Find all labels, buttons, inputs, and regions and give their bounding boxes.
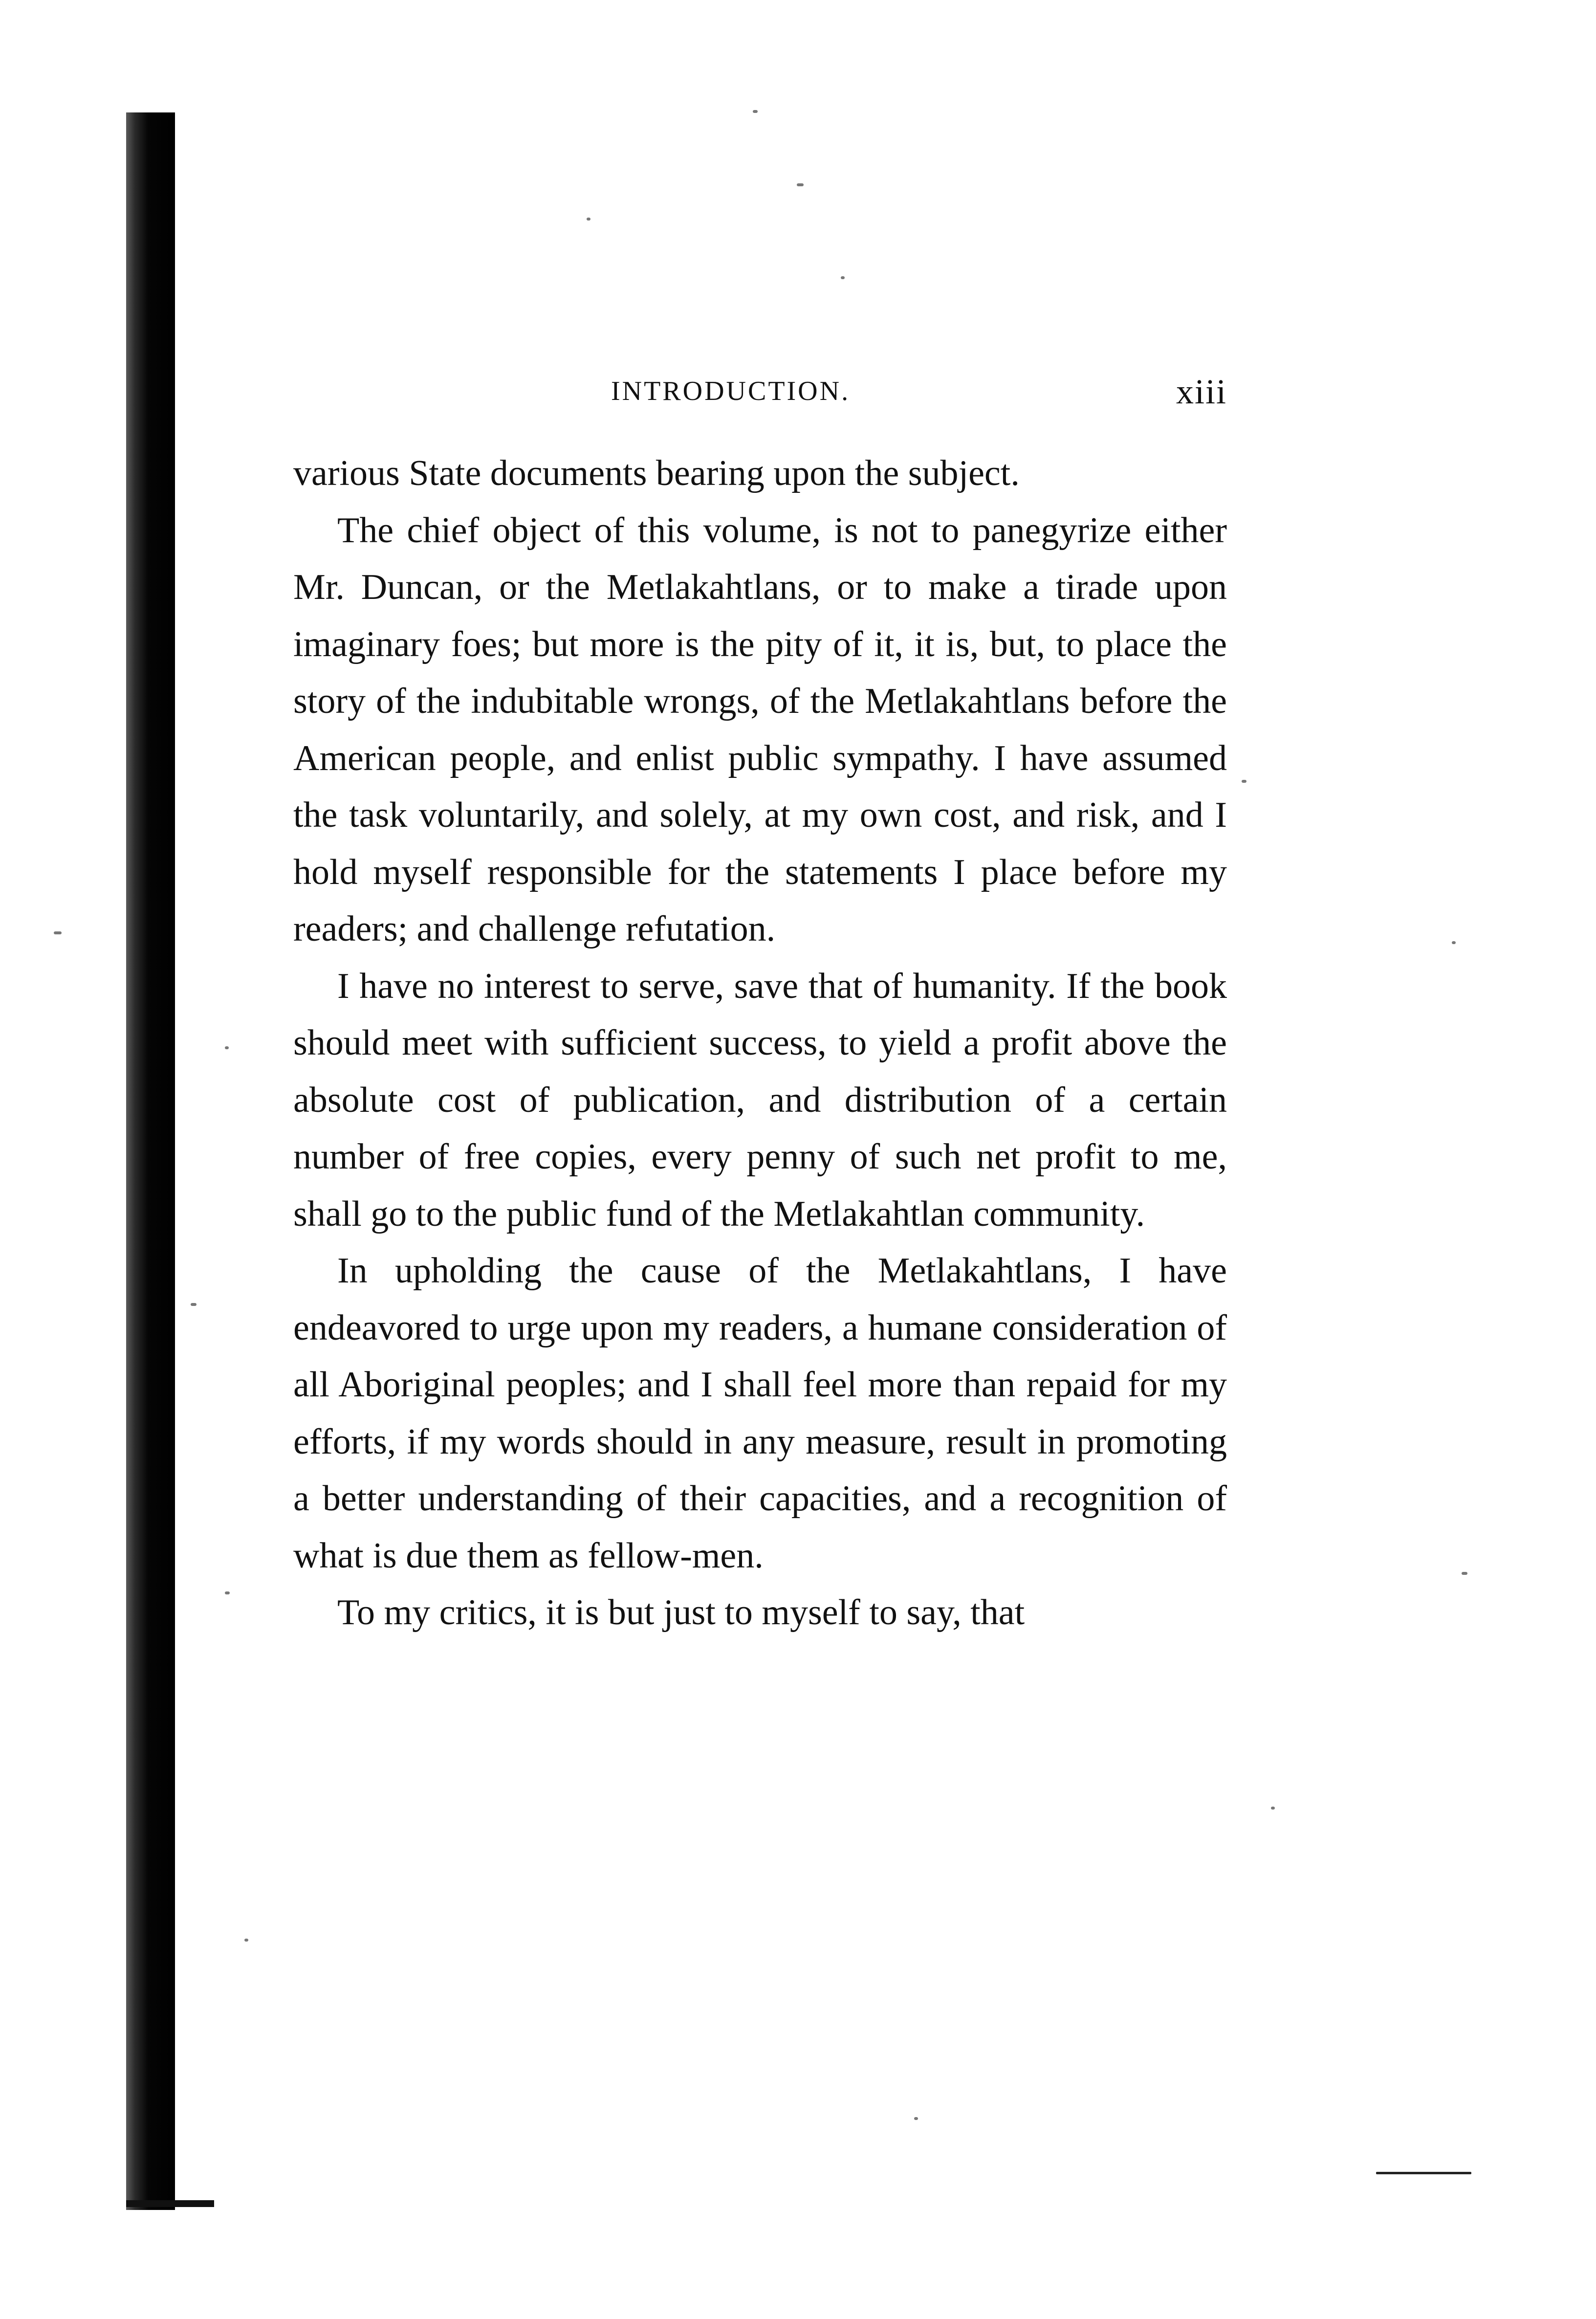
- scan-speck: [1271, 1807, 1275, 1810]
- binding-edge: [126, 112, 175, 2210]
- scan-speck: [244, 1939, 248, 1942]
- scan-speck: [1462, 1572, 1467, 1575]
- page-header: [293, 372, 1227, 416]
- scan-speck: [191, 1303, 197, 1306]
- scan-speck: [841, 276, 845, 279]
- paragraph: In upholding the cause of the Metlakahtlans, I have endeavored to urge upon my readers, a humane consideration of all Aboriginal peoples; and I shall feel more than repaid for my efforts, if my words should in any measure, result in promoting a better understanding of their capacities, and a recognition of what is due them as fellow-men.: [293, 1251, 1227, 1576]
- scan-speck: [587, 218, 590, 221]
- paragraph: various State documents bearing upon the subject.: [293, 453, 1020, 493]
- scan-speck: [225, 1591, 230, 1594]
- scan-speck: [914, 2117, 918, 2120]
- body-text: [293, 445, 1227, 1641]
- paragraph: To my critics, it is but just to myself to say, that: [337, 1592, 1025, 1633]
- footer-rule: [1376, 2172, 1471, 2174]
- paragraph: I have no interest to serve, save that of humanity. If the book should meet with sufficient success, to yield a profit above the absolute cost of publication, and distribution of a certain number of free copies, every penny of such net profit to me, shall go to the public fund of the Metlakahtlan community.: [293, 966, 1227, 1234]
- scan-speck: [797, 183, 804, 186]
- binding-foot: [126, 2200, 214, 2207]
- scan-speck: [1452, 941, 1456, 944]
- scan-speck: [753, 110, 758, 113]
- page-number: xiii: [1176, 372, 1227, 411]
- scan-speck: [225, 1046, 229, 1049]
- paragraph: The chief object of this volume, is not to panegyrize either Mr. Duncan, or the Metlakahtlans, or to make a tirade upon imaginary foes; but more is the pity of it, it is, but, to place the story of the indubitable wrongs, of the Metlakahtlans before the American people, and enlist public sympathy. I have assumed the task voluntarily, and solely, at my own cost, and risk, and I hold myself responsible for the statements I place before my readers; and challenge refutation.: [293, 510, 1227, 949]
- scan-speck: [54, 931, 62, 934]
- scan-speck: [1242, 780, 1246, 783]
- running-title: INTRODUCTION.: [611, 376, 851, 406]
